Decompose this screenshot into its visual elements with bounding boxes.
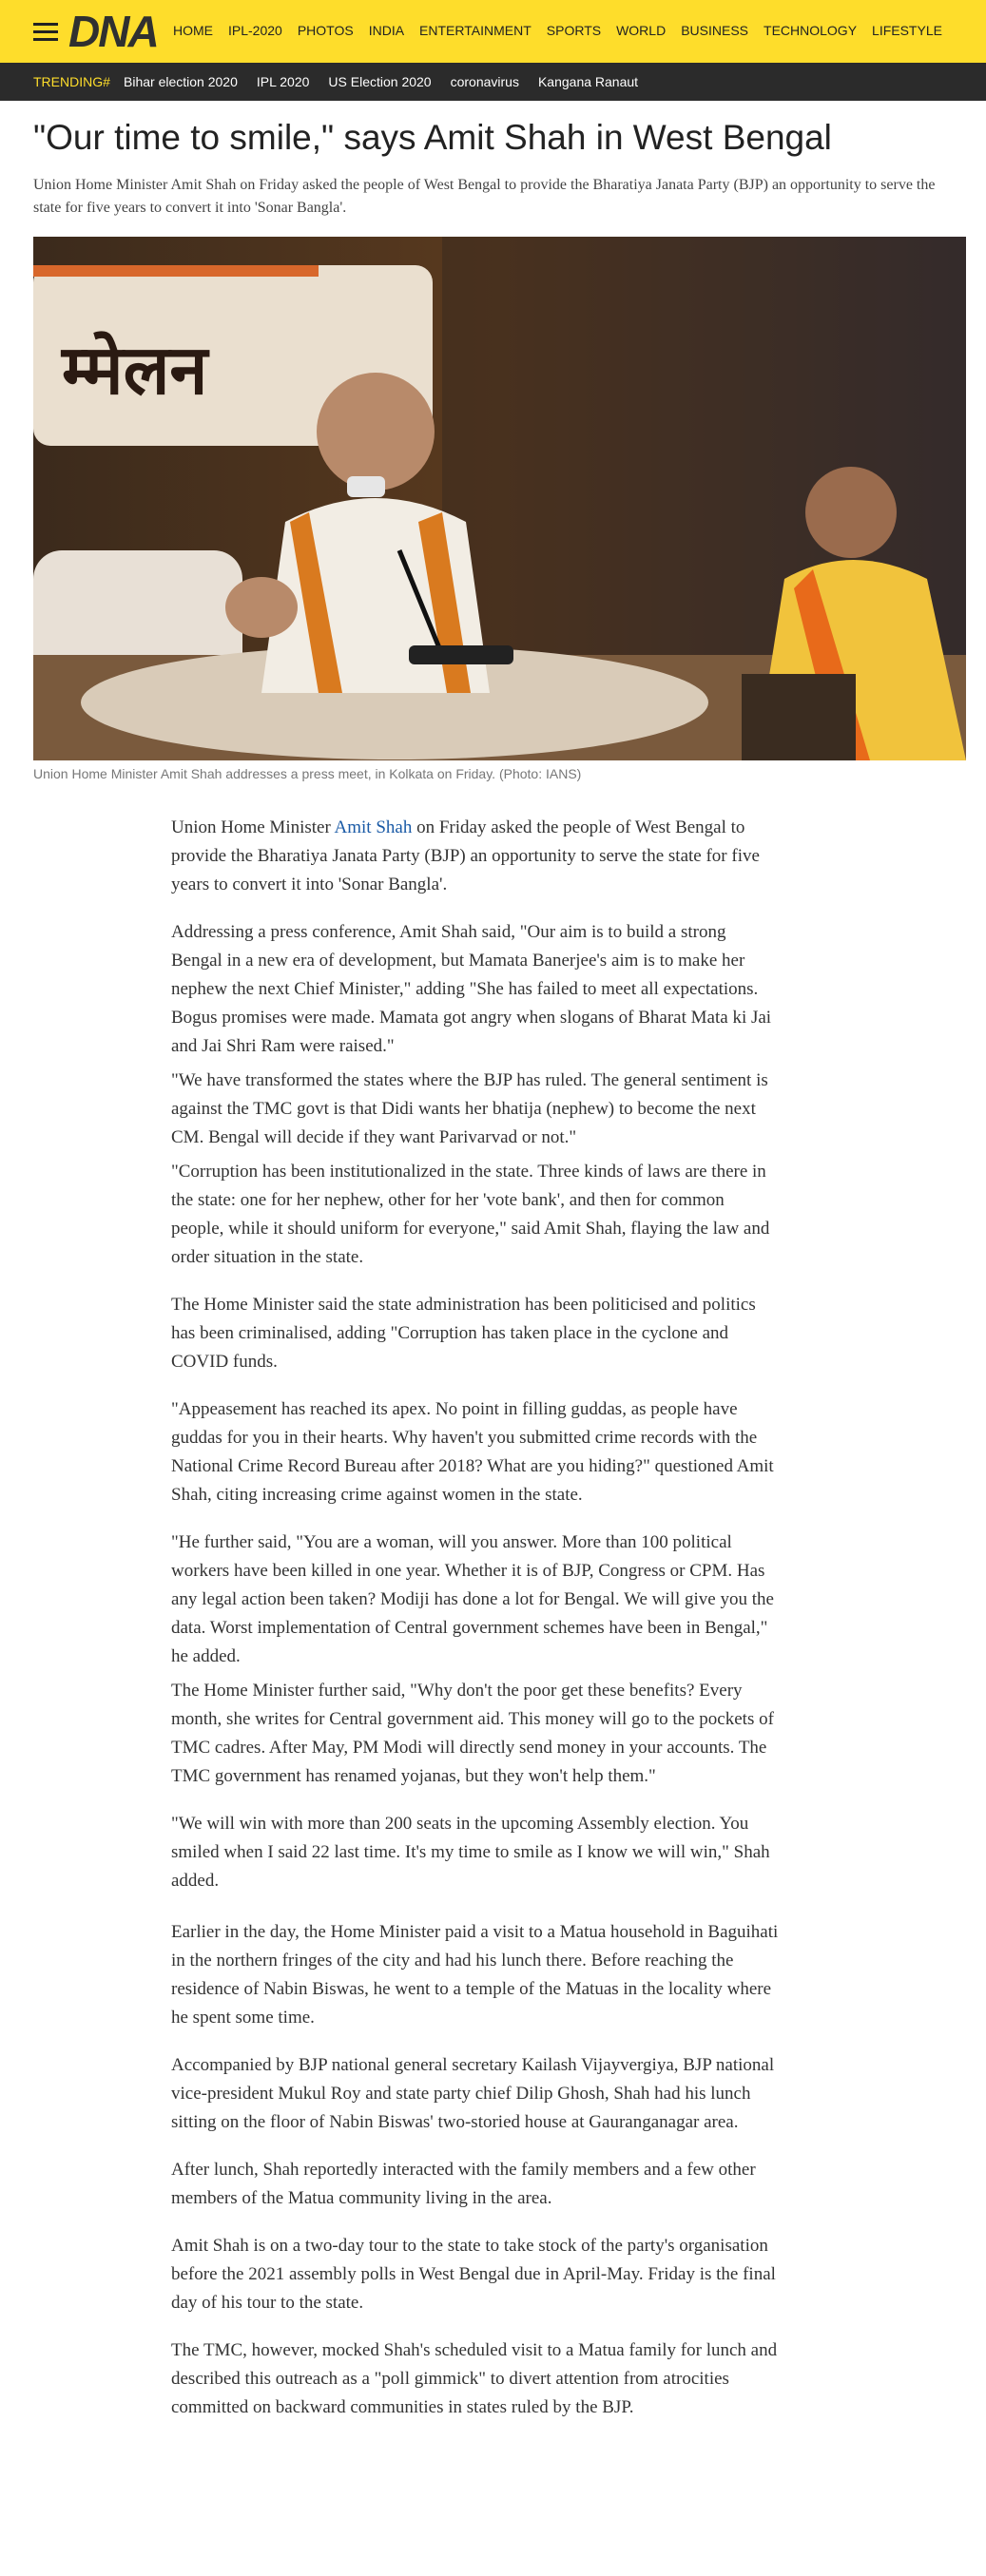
article-body xyxy=(171,814,780,2441)
article-paragraph xyxy=(171,814,780,899)
trending-bar xyxy=(0,63,986,101)
banner-text: म्मेलन xyxy=(62,330,208,410)
nav-business[interactable]: BUSINESS xyxy=(681,23,749,38)
site-header xyxy=(0,0,986,63)
image-caption: Union Home Minister Amit Shah addresses a press meet, in Kolkata on Friday. (Photo: IANS) xyxy=(33,766,582,781)
article-headline: "Our time to smile," says Amit Shah in West Bengal xyxy=(33,118,832,157)
article-paragraph: Earlier in the day, the Home Minister paid a visit to a Matua household in Baguihati in the northern fringes of the city and had his lunch there. Before reaching the residence of Nabin Biswas, he went to a temple of the Matuas in the locality where he spent some time. xyxy=(171,1922,779,2028)
article-paragraph: "We will win with more than 200 seats in the upcoming Assembly election. You smiled when I said 22 last time. It's my time to smile as I know we will win," Shah added. xyxy=(171,1814,770,1891)
site-logo[interactable]: DNA xyxy=(68,7,158,56)
trending-item[interactable]: Kangana Ranaut xyxy=(537,74,639,89)
article-paragraph: The Home Minister further said, "Why don't the poor get these benefits? Every month, she writes for Central government aid. This money will go to the pockets of TMC cadres. After May, PM Modi will directly send money in your accounts. The TMC government has renamed yojanas, but they won't help them." xyxy=(171,1681,774,1786)
nav-technology[interactable]: TECHNOLOGY xyxy=(764,23,858,38)
article-paragraph: The Home Minister said the state administration has been politicised and politics has been criminalised, adding "Corruption has taken place in the cyclone and COVID funds. xyxy=(171,1295,756,1372)
article-summary: Union Home Minister Amit Shah on Friday asked the people of West Bengal to provide the Bharatiya Janata Party (BJP) an opportunity to serve the state for five years to convert it into 'Sonar Bangla'. xyxy=(33,177,936,216)
article-paragraph: After lunch, Shah reportedly interacted with the family members and a few other members of the Matua community living in the area. xyxy=(171,2160,756,2208)
nav-india[interactable]: INDIA xyxy=(368,23,405,38)
trending-item[interactable]: IPL 2020 xyxy=(256,74,310,89)
article-paragraph: "He further said, "You are a woman, will you answer. More than 100 political workers have been killed in one year. Whether it is of BJP, Congress or CPM. Has any legal action been taken? Modiji has done a lot for Bengal. We will give you the data. Worst implementation of Central government schemes have been in Bengal," he added. xyxy=(171,1532,774,1666)
nav-lifestyle[interactable]: LIFESTYLE xyxy=(872,23,942,38)
article-paragraph: The TMC, however, mocked Shah's scheduled visit to a Matua family for lunch and described this outreach as a "poll gimmick" to divert attention from atrocities committed on backward communities in states ruled by the BJP. xyxy=(171,2340,778,2417)
trending-list xyxy=(124,74,638,89)
article-paragraph: Amit Shah is on a two-day tour to the state to take stock of the party's organisation before the 2021 assembly polls in West Bengal due in April-May. Friday is the final day of his tour to the state. xyxy=(171,2236,776,2313)
nav-photos[interactable]: PHOTOS xyxy=(297,23,354,38)
nav-home[interactable]: HOME xyxy=(173,23,213,38)
paragraph-text: on Friday asked the people of West Bengal to provide the Bharatiya Janata Party (BJP) an opportunity to serve the state for five years to convert it into 'Sonar Bangla'. xyxy=(171,817,760,894)
trending-item[interactable]: Bihar election 2020 xyxy=(124,74,238,89)
article-paragraph: "We have transformed the states where the BJP has ruled. The general sentiment is against the TMC govt is that Didi wants her bhatija (nephew) to become the next CM. Bengal will decide if they want Parivarvad or not." xyxy=(171,1070,768,1147)
nav-sports[interactable]: SPORTS xyxy=(546,23,602,38)
article-paragraph: "Appeasement has reached its apex. No point in filling guddas, as people have guddas for you in their hearts. Why haven't you submitted crime records with the National Crime Record Bureau after 2018? What are you hiding?" questioned Amit Shah, citing increasing crime against women in the state. xyxy=(171,1399,774,1505)
main-nav xyxy=(173,23,942,38)
trending-item[interactable]: coronavirus xyxy=(450,74,519,89)
nav-entertainment[interactable]: ENTERTAINMENT xyxy=(419,23,532,38)
article-paragraph: Accompanied by BJP national general secretary Kailash Vijayvergiya, BJP national vice-president Mukul Roy and state party chief Dilip Ghosh, Shah had his lunch sitting on the floor of Nabin Biswas' two-storied house at Gauranganagar area. xyxy=(171,2055,775,2132)
trending-item[interactable]: US Election 2020 xyxy=(328,74,432,89)
paragraph-text: Union Home Minister xyxy=(171,817,335,837)
article-paragraph: Addressing a press conference, Amit Shah said, "Our aim is to build a strong Bengal in a new era of development, but Mamata Banerjee's aim is to make her nephew the next Chief Minister," adding "She has failed to meet all expectations. Bogus promises were made. Mamata got angry when slogans of Bharat Mata ki Jai and Jai Shri Ram were raised." xyxy=(171,922,772,1056)
nav-ipl-2020[interactable]: IPL-2020 xyxy=(228,23,282,38)
amit-shah-link[interactable]: Amit Shah xyxy=(334,817,413,837)
article-hero-image xyxy=(33,237,966,760)
menu-icon[interactable] xyxy=(33,23,58,42)
trending-label: TRENDING# xyxy=(33,74,110,89)
press-meet-photo xyxy=(33,237,966,760)
article-paragraph: "Corruption has been institutionalized in the state. Three kinds of laws are there in the state: one for her nephew, other for her 'vote bank', and then for common people, while it should uniform for everyone," said Amit Shah, flaying the law and order situation in the state. xyxy=(171,1162,770,1267)
nav-world[interactable]: WORLD xyxy=(616,23,667,38)
